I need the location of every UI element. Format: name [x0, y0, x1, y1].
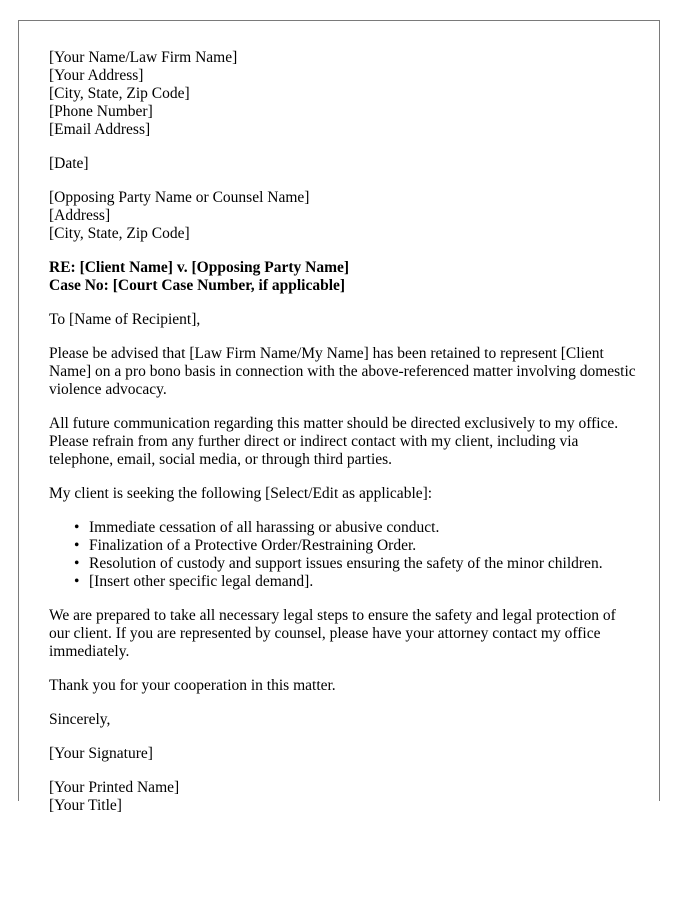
paragraph-seeking: My client is seeking the following [Select/Edit as applicable]:	[49, 485, 433, 502]
closing-printed-name: [Your Printed Name]	[49, 779, 180, 796]
salutation: To [Name of Recipient],	[49, 311, 201, 328]
list-item	[74, 537, 639, 555]
demand-text: Finalization of a Protective Order/Restraining Order.	[89, 537, 417, 554]
paragraph-communication: All future communication regarding this matter should be directed exclusively to my office. Please refrain from any further direct or indirect contact with my client, including via telephone, email, social media, or through third parties.	[49, 415, 619, 468]
recipient-address: [Address]	[49, 207, 111, 224]
bullet-icon: •	[74, 555, 80, 572]
recipient-name: [Opposing Party Name or Counsel Name]	[49, 189, 310, 206]
sender-name: [Your Name/Law Firm Name]	[49, 49, 238, 66]
recipient-city-state-zip: [City, State, Zip Code]	[49, 225, 190, 242]
sender-city-state-zip: [City, State, Zip Code]	[49, 85, 190, 102]
demands-list	[49, 519, 639, 591]
list-item	[74, 519, 639, 537]
demand-text: [Insert other specific legal demand].	[89, 573, 314, 590]
sender-block	[49, 49, 639, 139]
subject-block	[49, 259, 639, 295]
closing-signature: [Your Signature]	[49, 745, 153, 762]
bullet-icon: •	[74, 573, 80, 590]
sender-phone: [Phone Number]	[49, 103, 153, 120]
closing-name-block	[49, 779, 639, 815]
sender-address: [Your Address]	[49, 67, 144, 84]
subject-case-no: Case No: [Court Case Number, if applicable]	[49, 277, 346, 294]
demand-text: Resolution of custody and support issues ensuring the safety of the minor children.	[89, 555, 603, 572]
bullet-icon: •	[74, 537, 80, 554]
letter-page	[18, 20, 660, 814]
list-item	[74, 573, 639, 591]
list-item	[74, 555, 639, 573]
demand-text: Immediate cessation of all harassing or abusive conduct.	[89, 519, 440, 536]
paragraph-retained: Please be advised that [Law Firm Name/My Name] has been retained to represent [Client Name] on a pro bono basis in connection with the above-referenced matter involving domestic violence advocacy.	[49, 345, 636, 398]
sender-email: [Email Address]	[49, 121, 151, 138]
paragraph-thanks: Thank you for your cooperation in this matter.	[49, 677, 336, 694]
letter-content	[49, 49, 639, 831]
closing-title: [Your Title]	[49, 797, 122, 814]
paragraph-prepared: We are prepared to take all necessary legal steps to ensure the safety and legal protection of our client. If you are represented by counsel, please have your attorney contact my office immediately.	[49, 607, 616, 660]
closing-sincerely: Sincerely,	[49, 711, 111, 728]
subject-re: RE: [Client Name] v. [Opposing Party Name]	[49, 259, 350, 276]
date-line: [Date]	[49, 155, 89, 172]
recipient-block	[49, 189, 639, 243]
bullet-icon: •	[74, 519, 80, 536]
